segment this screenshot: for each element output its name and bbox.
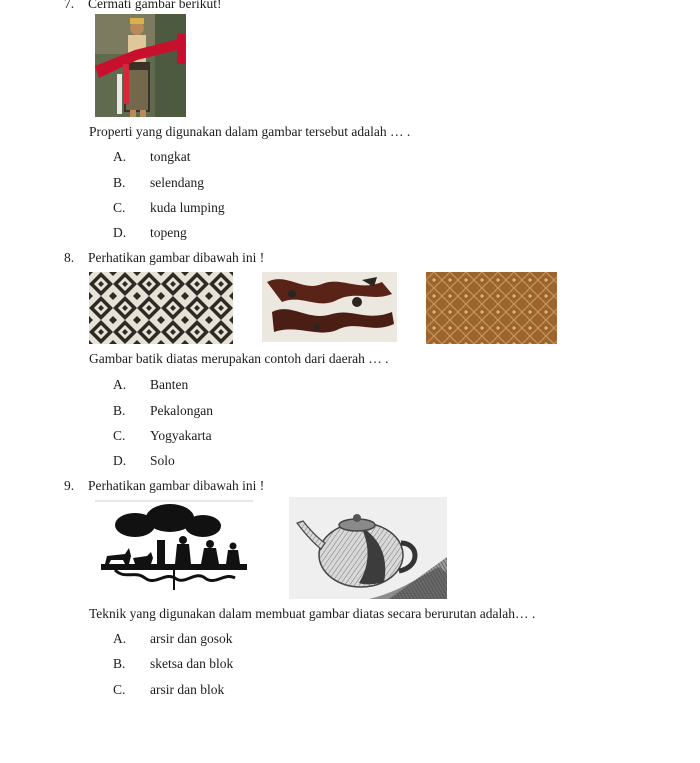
q9-option-c-letter: C. <box>113 682 126 697</box>
q7-option-a: tongkat <box>150 149 191 164</box>
q8-option-b-letter: B. <box>113 403 126 418</box>
silhouette-image <box>95 500 253 595</box>
q9-option-a-letter: A. <box>113 631 127 646</box>
q7-option-b-letter: B. <box>113 175 126 190</box>
q7-option-b: selendang <box>150 175 204 190</box>
q7-number: 7. <box>64 0 75 11</box>
q9-option-b-letter: B. <box>113 656 126 671</box>
batik-pattern-2-image <box>262 272 397 342</box>
q9-option-b: sketsa dan blok <box>150 656 234 671</box>
q8-option-d: Solo <box>150 453 175 468</box>
q7-option-a-letter: A. <box>113 149 127 164</box>
batik-pattern-1-image <box>89 272 233 344</box>
q8-option-c: Yogyakarta <box>150 428 212 443</box>
q8-option-b: Pekalongan <box>150 403 213 418</box>
q7-option-c: kuda lumping <box>150 200 225 215</box>
q7-option-d: topeng <box>150 225 187 240</box>
dancer-image <box>95 14 186 117</box>
q8-option-c-letter: C. <box>113 428 126 443</box>
q8-option-d-letter: D. <box>113 453 127 468</box>
q8-prompt: Gambar batik diatas merupakan contoh dari daerah … . <box>89 351 389 366</box>
q8-option-a: Banten <box>150 377 189 392</box>
q7-option-c-letter: C. <box>113 200 126 215</box>
q9-intro: Perhatikan gambar dibawah ini ! <box>88 478 265 493</box>
q9-prompt: Teknik yang digunakan dalam membuat gambar diatas secara berurutan adalah… . <box>89 606 536 621</box>
q8-option-a-letter: A. <box>113 377 127 392</box>
q8-intro: Perhatikan gambar dibawah ini ! <box>88 250 265 265</box>
q9-option-c: arsir dan blok <box>150 682 225 697</box>
q9-option-a: arsir dan gosok <box>150 631 233 646</box>
q8-number: 8. <box>64 250 75 265</box>
batik-pattern-3-image <box>426 272 557 344</box>
q9-number: 9. <box>64 478 75 493</box>
teapot-sketch-image <box>289 497 447 599</box>
q7-option-d-letter: D. <box>113 225 127 240</box>
q7-intro: Cermati gambar berikut! <box>88 0 222 11</box>
q7-prompt: Properti yang digunakan dalam gambar tersebut adalah … . <box>89 124 411 139</box>
